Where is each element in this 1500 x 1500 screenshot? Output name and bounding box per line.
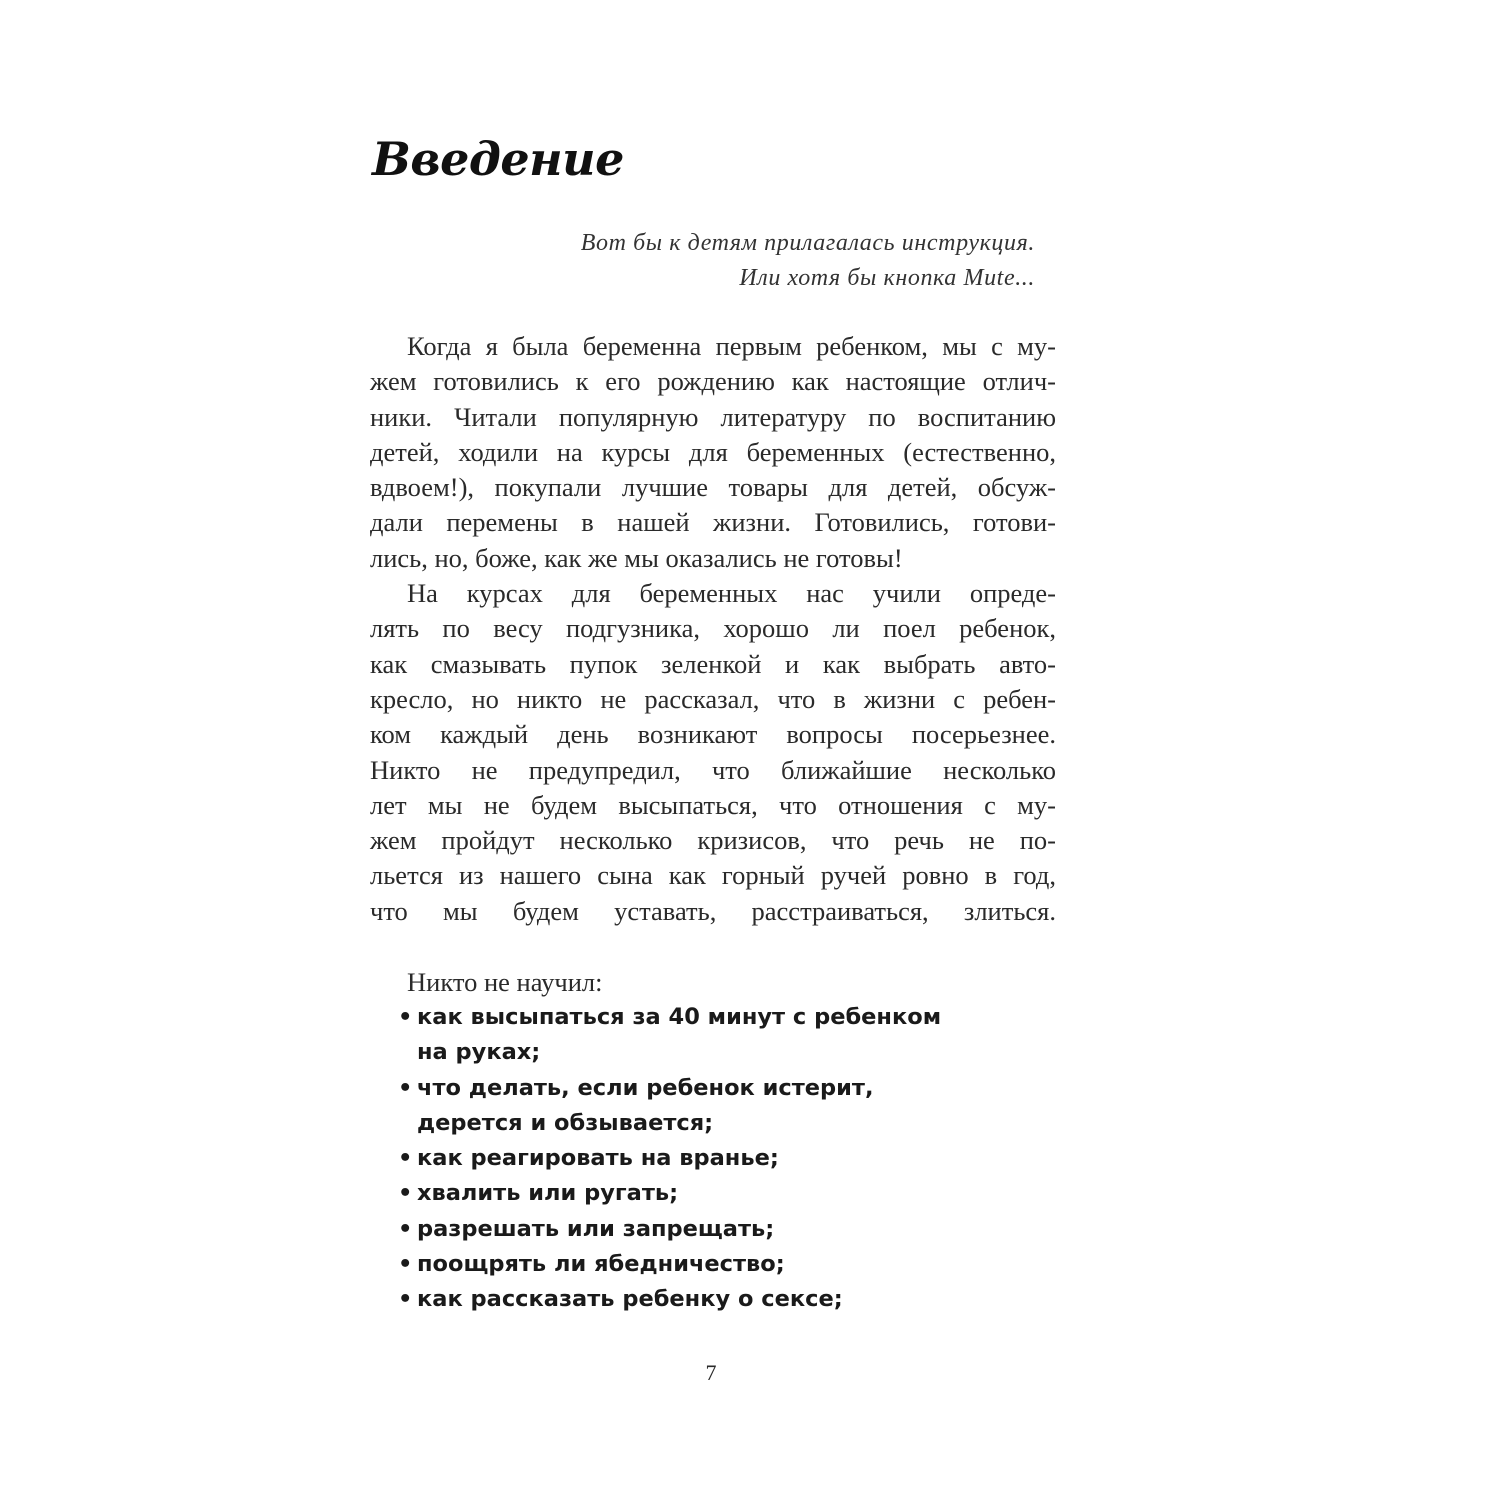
list-item-line: разрешать или запрещать; [417,1215,775,1242]
text-line: ком каждый день возникают вопросы посерьезнее. [370,719,1056,750]
chapter-title: Введение [372,132,624,186]
bullet-icon: • [398,1286,413,1313]
list-item [398,1071,941,1142]
text-line: лет мы не будем высыпаться, что отношения с му- [370,789,1056,820]
text-line: Никто не предупредил, что ближайшие несколько [370,754,1056,785]
bullet-icon: • [398,1145,413,1172]
text-line: жем пройдут несколько кризисов, что речь не по- [370,825,1056,856]
list-item-line: как высыпаться за 40 минут с ребенком [417,1004,942,1030]
list-item-line: что делать, если ребенок истерит, [417,1074,874,1101]
list-item-text [417,1212,774,1247]
list-item [398,1247,941,1282]
text-line: На курсах для беременных нас учили опреде- [407,578,1056,609]
text-line: ники. Читали популярную литературу по воспитанию [370,401,1056,432]
list-item-line: хвалить или ругать; [417,1180,679,1207]
text-line: что мы будем уставать, расстраиваться, злиться. [370,895,1056,926]
bullet-icon: • [398,1215,413,1242]
page-number: 7 [705,1360,717,1385]
epigraph [372,226,1035,296]
text-line: лись, но, боже, как же мы оказались не готовы! [370,542,903,573]
list-item-text [417,1071,874,1142]
text-line: дали перемены в нашей жизни. Готовились, готови- [370,507,1056,538]
list-item-line: поощрять ли ябедничество; [417,1251,785,1278]
list-item-text [417,1176,678,1211]
text-line: вдвоем!), покупали лучшие товары для детей, обсуж- [370,472,1056,503]
text-line: Когда я была беременна первым ребенком, мы с му- [407,331,1056,361]
text-line: как смазывать пупок зеленкой и как выбрать авто- [370,648,1056,679]
bullet-icon: • [398,1251,413,1278]
list-item-line: дерется и обзывается; [417,1109,714,1136]
bullet-icon: • [398,1004,413,1030]
list-item-text [417,1141,779,1176]
paragraph [370,329,1056,576]
list-item-text [417,1247,785,1282]
list-item-text [417,1000,941,1071]
list-item-text [417,1282,843,1317]
list-item [398,1000,941,1071]
list-item-line: как рассказать ребенку о сексе; [417,1286,843,1313]
bullet-list [398,1000,941,1318]
list-item [398,1141,941,1176]
body-text [370,329,1056,929]
epigraph-line: Вот бы к детям прилагалась инструкция. [580,230,1035,256]
epigraph-line: Или хотя бы кнопка Mute... [739,265,1035,291]
list-item-line: как реагировать на вранье; [417,1145,779,1172]
list-item [398,1212,941,1247]
text-line: лять по весу подгузника, хорошо ли поел ребенок, [370,613,1056,644]
text-line: жем готовились к его рождению как настоящие отлич- [370,366,1056,397]
text-line: льется из нашего сына как горный ручей ровно в год, [370,860,1056,891]
text-line: кресло, но никто не рассказал, что в жизни с ребен- [370,683,1056,714]
list-item-line: на руках; [417,1039,541,1066]
paragraph [370,576,1056,929]
list-item [398,1282,941,1317]
list-item [398,1176,941,1211]
text-line: детей, ходили на курсы для беременных (естественно, [370,436,1056,467]
list-intro: Никто не научил: [407,967,603,997]
bullet-icon: • [398,1074,413,1101]
bullet-icon: • [398,1180,413,1207]
